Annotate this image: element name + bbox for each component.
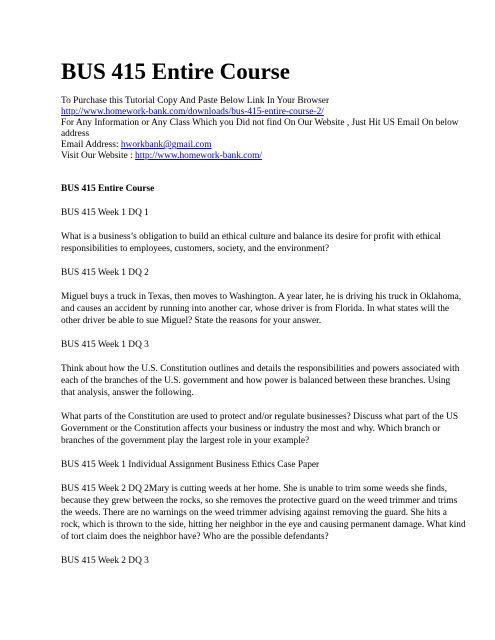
purchase-instruction: To Purchase this Tutorial Copy And Paste Below Link In Your Browser [61, 96, 330, 106]
question-week2-dq2: BUS 415 Week 2 DQ 2Mary is cutting weeds at her home. She is unable to trim some weeds she finds, because they grew between the rocks, so she removes the protective guard on the weed trimmer and trims the weeds. There are no warnings on the weed trimmer advising against removing the guard. She hits a rock, which is thrown to the side, hitting her neighbor in the eye and causing permanent damage. What kind of tort claim does the neighbor have? Who are the possible defendants? [61, 484, 466, 542]
info-line: For Any Information or Any Class Which you Did not find On Our Website , Just Hit US Email On below address [61, 118, 459, 139]
email-label: Email Address: [61, 140, 121, 150]
question-week1-dq1: What is a business’s obligation to build an ethical culture and balance its desire for profit with ethical responsibilities to employees, customers, society, and the environment? [61, 232, 441, 254]
page-title: BUS 415 Entire Course [61, 59, 290, 84]
question-week1-dq3: What parts of the Constitution are used to protect and/or regulate businesses? Discuss what part of the US Government or the Constitution affects your business or industry the most and why. Which branch or branches of the government play the largest role in your example? [61, 412, 459, 446]
email-link[interactable]: hworkbank@gmail.com [120, 140, 212, 150]
section-week1-dq2: BUS 415 Week 1 DQ 2 [61, 268, 149, 278]
content-heading: BUS 415 Entire Course [61, 184, 155, 194]
course-content [61, 183, 466, 579]
question-week1-dq2: Miguel buys a truck in Texas, then moves to Washington. A year later, he is driving his truck in Oklahoma, and causes an accident by running into another car, whose driver is from Florida. In what states will the other driver be able to sue Miguel? State the reasons for your answer. [61, 292, 462, 326]
website-label: Visit Our Website : [61, 151, 136, 161]
section-week1-individual-assignment: BUS 415 Week 1 Individual Assignment Business Ethics Case Paper [61, 460, 320, 470]
purchase-link[interactable]: http://www.homework-bank.com/downloads/bus-415-entire-course-2/ [61, 107, 324, 117]
website-link[interactable]: http://www.homework-bank.com/ [135, 151, 263, 161]
question-week1-dq3-intro: Think about how the U.S. Constitution outlines and details the responsibilities and powers associated with each of the branches of the U.S. government and how power is balanced between these branches. Using that analysis, answer the following. [61, 364, 460, 398]
section-week1-dq1: BUS 415 Week 1 DQ 1 [61, 208, 149, 218]
section-week2-dq3: BUS 415 Week 2 DQ 3 [61, 556, 149, 566]
email-line [61, 140, 466, 151]
section-week1-dq3: BUS 415 Week 1 DQ 3 [61, 340, 149, 350]
contact-block [61, 96, 466, 162]
website-line [61, 151, 466, 162]
